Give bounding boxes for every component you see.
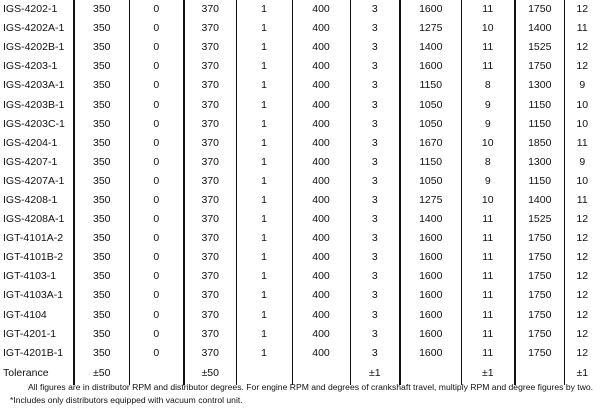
value-cell: 370 bbox=[184, 38, 236, 57]
value-cell: 0 bbox=[129, 248, 184, 267]
value-cell: 12 bbox=[564, 210, 600, 229]
value-cell: 370 bbox=[184, 210, 236, 229]
value-cell: 370 bbox=[184, 191, 236, 210]
table-row bbox=[0, 76, 600, 95]
value-cell: 350 bbox=[74, 229, 129, 248]
value-cell: 10 bbox=[564, 115, 600, 134]
value-cell: 1400 bbox=[400, 210, 461, 229]
model-number-cell: IGT-4101A-2 bbox=[3, 232, 64, 245]
value-cell: 370 bbox=[184, 172, 236, 191]
value-cell: 12 bbox=[564, 306, 600, 325]
value-cell: 1600 bbox=[400, 0, 461, 19]
value-cell: 400 bbox=[292, 19, 350, 38]
value-cell: 1 bbox=[236, 344, 292, 363]
value-cell: 350 bbox=[74, 134, 129, 153]
value-cell: 11 bbox=[461, 248, 515, 267]
table-row bbox=[0, 344, 600, 363]
model-number-cell: IGT-4101B-2 bbox=[3, 251, 64, 264]
value-cell: 370 bbox=[184, 325, 236, 344]
value-cell: 11 bbox=[461, 57, 515, 76]
table-row bbox=[0, 248, 600, 267]
value-cell: 370 bbox=[184, 229, 236, 248]
value-cell: 9 bbox=[461, 95, 515, 114]
value-cell: 400 bbox=[292, 325, 350, 344]
value-cell: 0 bbox=[129, 306, 184, 325]
value-cell: 1670 bbox=[400, 134, 461, 153]
value-cell: 3 bbox=[350, 76, 400, 95]
value-cell: 0 bbox=[129, 286, 184, 305]
value-cell: 1750 bbox=[515, 286, 564, 305]
table-row bbox=[0, 210, 600, 229]
table-row bbox=[0, 115, 600, 134]
value-cell: 12 bbox=[564, 38, 600, 57]
value-cell: 0 bbox=[129, 172, 184, 191]
value-cell: 0 bbox=[129, 153, 184, 172]
value-cell: 1 bbox=[236, 76, 292, 95]
value-cell: 1 bbox=[236, 306, 292, 325]
value-cell: 10 bbox=[461, 19, 515, 38]
value-cell: 1 bbox=[236, 267, 292, 286]
value-cell: 11 bbox=[461, 325, 515, 344]
value-cell: 1750 bbox=[515, 344, 564, 363]
value-cell: 1850 bbox=[515, 134, 564, 153]
value-cell: 400 bbox=[292, 57, 350, 76]
value-cell: 11 bbox=[461, 0, 515, 19]
value-cell: 1600 bbox=[400, 286, 461, 305]
value-cell: 1750 bbox=[515, 57, 564, 76]
table-row bbox=[0, 0, 600, 19]
value-cell: 3 bbox=[350, 172, 400, 191]
value-cell: 1600 bbox=[400, 57, 461, 76]
value-cell: 11 bbox=[564, 19, 600, 38]
value-cell: 11 bbox=[461, 306, 515, 325]
value-cell: 1750 bbox=[515, 306, 564, 325]
value-cell: 370 bbox=[184, 153, 236, 172]
value-cell: 0 bbox=[129, 191, 184, 210]
model-number-cell: IGS-4202A-1 bbox=[3, 22, 65, 35]
value-cell: 350 bbox=[74, 172, 129, 191]
value-cell: 12 bbox=[564, 57, 600, 76]
value-cell: 350 bbox=[74, 267, 129, 286]
value-cell: 1150 bbox=[400, 153, 461, 172]
value-cell: 1050 bbox=[400, 172, 461, 191]
value-cell: 370 bbox=[184, 115, 236, 134]
value-cell: 370 bbox=[184, 267, 236, 286]
value-cell: 1750 bbox=[515, 0, 564, 19]
value-cell: ±1 bbox=[461, 363, 515, 385]
value-cell: 0 bbox=[129, 134, 184, 153]
value-cell: 400 bbox=[292, 115, 350, 134]
value-cell: 400 bbox=[292, 248, 350, 267]
model-number-cell: IGS-4203A-1 bbox=[3, 79, 65, 92]
value-cell: 12 bbox=[564, 0, 600, 19]
model-number-cell: IGT-4103A-1 bbox=[3, 289, 64, 302]
table-row bbox=[0, 286, 600, 305]
model-number-cell: IGS-4207A-1 bbox=[3, 174, 65, 187]
table-row bbox=[0, 57, 600, 76]
value-cell: 0 bbox=[129, 38, 184, 57]
footnotes bbox=[10, 381, 600, 407]
value-cell: 3 bbox=[350, 286, 400, 305]
model-number-cell: IGS-4204-1 bbox=[3, 136, 58, 149]
value-cell: 3 bbox=[350, 344, 400, 363]
value-cell: 400 bbox=[292, 306, 350, 325]
value-cell: 9 bbox=[564, 153, 600, 172]
value-cell: 1 bbox=[236, 134, 292, 153]
value-cell: 370 bbox=[184, 0, 236, 19]
model-number-cell: IGT-4201-1 bbox=[3, 327, 57, 340]
value-cell: 1750 bbox=[515, 325, 564, 344]
value-cell: 400 bbox=[292, 134, 350, 153]
value-cell: 1 bbox=[236, 95, 292, 114]
value-cell: 11 bbox=[461, 344, 515, 363]
value-cell: ±1 bbox=[350, 363, 400, 385]
value-cell: 1150 bbox=[515, 95, 564, 114]
value-cell: 350 bbox=[74, 344, 129, 363]
value-cell: 400 bbox=[292, 344, 350, 363]
value-cell: 1 bbox=[236, 115, 292, 134]
value-cell: 350 bbox=[74, 38, 129, 57]
model-number-cell: IGS-4208-1 bbox=[3, 193, 58, 206]
value-cell: 1300 bbox=[515, 76, 564, 95]
value-cell: 370 bbox=[184, 57, 236, 76]
value-cell: 350 bbox=[74, 57, 129, 76]
value-cell: 400 bbox=[292, 229, 350, 248]
value-cell: 370 bbox=[184, 248, 236, 267]
value-cell: 1400 bbox=[515, 191, 564, 210]
value-cell: 0 bbox=[129, 19, 184, 38]
value-cell: 350 bbox=[74, 306, 129, 325]
value-cell: 370 bbox=[184, 19, 236, 38]
value-cell: 1400 bbox=[515, 19, 564, 38]
value-cell: 350 bbox=[74, 286, 129, 305]
table-row bbox=[0, 134, 600, 153]
value-cell: 400 bbox=[292, 210, 350, 229]
value-cell: 350 bbox=[74, 0, 129, 19]
model-number-cell: IGS-4202-1 bbox=[3, 3, 58, 16]
value-cell: 1600 bbox=[400, 325, 461, 344]
value-cell: 1525 bbox=[515, 210, 564, 229]
value-cell: 8 bbox=[461, 153, 515, 172]
value-cell: 400 bbox=[292, 267, 350, 286]
model-number-cell: IGS-4208A-1 bbox=[3, 213, 65, 226]
value-cell: ±1 bbox=[564, 363, 600, 385]
value-cell: 1600 bbox=[400, 229, 461, 248]
table-row bbox=[0, 267, 600, 286]
value-cell: 3 bbox=[350, 248, 400, 267]
value-cell: 1600 bbox=[400, 267, 461, 286]
value-cell: 12 bbox=[564, 248, 600, 267]
value-cell: 10 bbox=[564, 95, 600, 114]
value-cell: 1050 bbox=[400, 115, 461, 134]
table-row bbox=[0, 153, 600, 172]
value-cell: 400 bbox=[292, 286, 350, 305]
value-cell: 3 bbox=[350, 153, 400, 172]
value-cell: 1275 bbox=[400, 191, 461, 210]
value-cell: 0 bbox=[129, 95, 184, 114]
value-cell: 12 bbox=[564, 286, 600, 305]
value-cell: 11 bbox=[564, 134, 600, 153]
value-cell: 11 bbox=[461, 38, 515, 57]
value-cell: 400 bbox=[292, 191, 350, 210]
value-cell: 1750 bbox=[515, 267, 564, 286]
value-cell: 1 bbox=[236, 0, 292, 19]
value-cell: 3 bbox=[350, 0, 400, 19]
value-cell: 350 bbox=[74, 248, 129, 267]
value-cell: 3 bbox=[350, 95, 400, 114]
value-cell: 3 bbox=[350, 210, 400, 229]
model-number-cell: IGS-4203-1 bbox=[3, 60, 58, 73]
value-cell: 1750 bbox=[515, 248, 564, 267]
value-cell: 1 bbox=[236, 210, 292, 229]
value-cell: 400 bbox=[292, 0, 350, 19]
value-cell: 12 bbox=[564, 267, 600, 286]
value-cell: 350 bbox=[74, 19, 129, 38]
table-row bbox=[0, 172, 600, 191]
value-cell: 1 bbox=[236, 172, 292, 191]
value-cell: 9 bbox=[461, 172, 515, 191]
value-cell: 1 bbox=[236, 248, 292, 267]
value-cell: 10 bbox=[461, 134, 515, 153]
value-cell: 1400 bbox=[400, 38, 461, 57]
value-cell: 0 bbox=[129, 115, 184, 134]
value-cell: 9 bbox=[564, 76, 600, 95]
table-row bbox=[0, 38, 600, 57]
value-cell: 350 bbox=[74, 153, 129, 172]
value-cell: 370 bbox=[184, 306, 236, 325]
model-number-cell: IGT-4104 bbox=[3, 308, 47, 321]
tolerance-label: Tolerance bbox=[3, 367, 49, 380]
value-cell: 370 bbox=[184, 286, 236, 305]
value-cell: 1 bbox=[236, 19, 292, 38]
value-cell: 350 bbox=[74, 76, 129, 95]
value-cell: 400 bbox=[292, 38, 350, 57]
value-cell: 370 bbox=[184, 344, 236, 363]
value-cell: 0 bbox=[129, 325, 184, 344]
value-cell: 3 bbox=[350, 38, 400, 57]
value-cell: 1150 bbox=[515, 172, 564, 191]
value-cell: 0 bbox=[129, 229, 184, 248]
footnote-vacuum: *Includes only distributors equipped with vacuum control unit. bbox=[10, 395, 243, 405]
value-cell: 1 bbox=[236, 153, 292, 172]
value-cell: 11 bbox=[461, 286, 515, 305]
value-cell: 12 bbox=[564, 325, 600, 344]
value-cell: 0 bbox=[129, 210, 184, 229]
value-cell: 1 bbox=[236, 57, 292, 76]
footnote-units: All figures are in distributor RPM and distributor degrees. For engine RPM and degrees of crankshaft travel, multiply RPM and degree figures by two. bbox=[28, 382, 594, 392]
value-cell: 3 bbox=[350, 306, 400, 325]
value-cell: 1150 bbox=[515, 115, 564, 134]
model-number-cell: IGS-4203B-1 bbox=[3, 98, 65, 111]
value-cell: 400 bbox=[292, 153, 350, 172]
value-cell: 0 bbox=[129, 57, 184, 76]
value-cell: 1600 bbox=[400, 306, 461, 325]
value-cell: 3 bbox=[350, 229, 400, 248]
value-cell: 370 bbox=[184, 76, 236, 95]
model-number-cell: IGS-4203C-1 bbox=[3, 117, 65, 130]
value-cell: 350 bbox=[74, 115, 129, 134]
value-cell: 370 bbox=[184, 95, 236, 114]
value-cell: 3 bbox=[350, 19, 400, 38]
table-row bbox=[0, 191, 600, 210]
value-cell: 11 bbox=[461, 210, 515, 229]
table-row bbox=[0, 325, 600, 344]
value-cell: 1 bbox=[236, 38, 292, 57]
value-cell: 1 bbox=[236, 325, 292, 344]
value-cell: 0 bbox=[129, 76, 184, 95]
value-cell: 12 bbox=[564, 229, 600, 248]
value-cell: 370 bbox=[184, 134, 236, 153]
value-cell: 12 bbox=[564, 344, 600, 363]
value-cell: 0 bbox=[129, 267, 184, 286]
value-cell: 1750 bbox=[515, 229, 564, 248]
value-cell: ±50 bbox=[184, 363, 236, 385]
value-cell: 1050 bbox=[400, 95, 461, 114]
value-cell: ±50 bbox=[74, 363, 129, 385]
value-cell: 350 bbox=[74, 325, 129, 344]
value-cell: 3 bbox=[350, 115, 400, 134]
value-cell: 11 bbox=[461, 267, 515, 286]
model-number-cell: IGS-4207-1 bbox=[3, 155, 58, 168]
value-cell: 3 bbox=[350, 325, 400, 344]
value-cell: 400 bbox=[292, 76, 350, 95]
table-row bbox=[0, 95, 600, 114]
value-cell: 350 bbox=[74, 95, 129, 114]
value-cell: 10 bbox=[461, 191, 515, 210]
value-cell: 1525 bbox=[515, 38, 564, 57]
value-cell: 10 bbox=[564, 172, 600, 191]
value-cell: 1600 bbox=[400, 248, 461, 267]
value-cell: 11 bbox=[461, 229, 515, 248]
value-cell: 3 bbox=[350, 191, 400, 210]
value-cell: 400 bbox=[292, 95, 350, 114]
value-cell: 1600 bbox=[400, 344, 461, 363]
value-cell: 8 bbox=[461, 76, 515, 95]
table-row bbox=[0, 19, 600, 38]
value-cell: 400 bbox=[292, 172, 350, 191]
value-cell: 9 bbox=[461, 115, 515, 134]
value-cell: 11 bbox=[564, 191, 600, 210]
value-cell: 0 bbox=[129, 344, 184, 363]
value-cell: 3 bbox=[350, 267, 400, 286]
model-number-cell: IGS-4202B-1 bbox=[3, 41, 65, 54]
value-cell: 1300 bbox=[515, 153, 564, 172]
value-cell: 1 bbox=[236, 229, 292, 248]
table-row bbox=[0, 229, 600, 248]
model-number-cell: IGT-4103-1 bbox=[3, 270, 57, 283]
value-cell: 350 bbox=[74, 210, 129, 229]
value-cell: 1275 bbox=[400, 19, 461, 38]
value-cell: 1 bbox=[236, 191, 292, 210]
value-cell: 3 bbox=[350, 57, 400, 76]
value-cell: 1 bbox=[236, 286, 292, 305]
model-number-cell: IGT-4201B-1 bbox=[3, 346, 64, 359]
value-cell: 3 bbox=[350, 134, 400, 153]
table-row bbox=[0, 306, 600, 325]
value-cell: 0 bbox=[129, 0, 184, 19]
value-cell: 1150 bbox=[400, 76, 461, 95]
value-cell: 350 bbox=[74, 191, 129, 210]
